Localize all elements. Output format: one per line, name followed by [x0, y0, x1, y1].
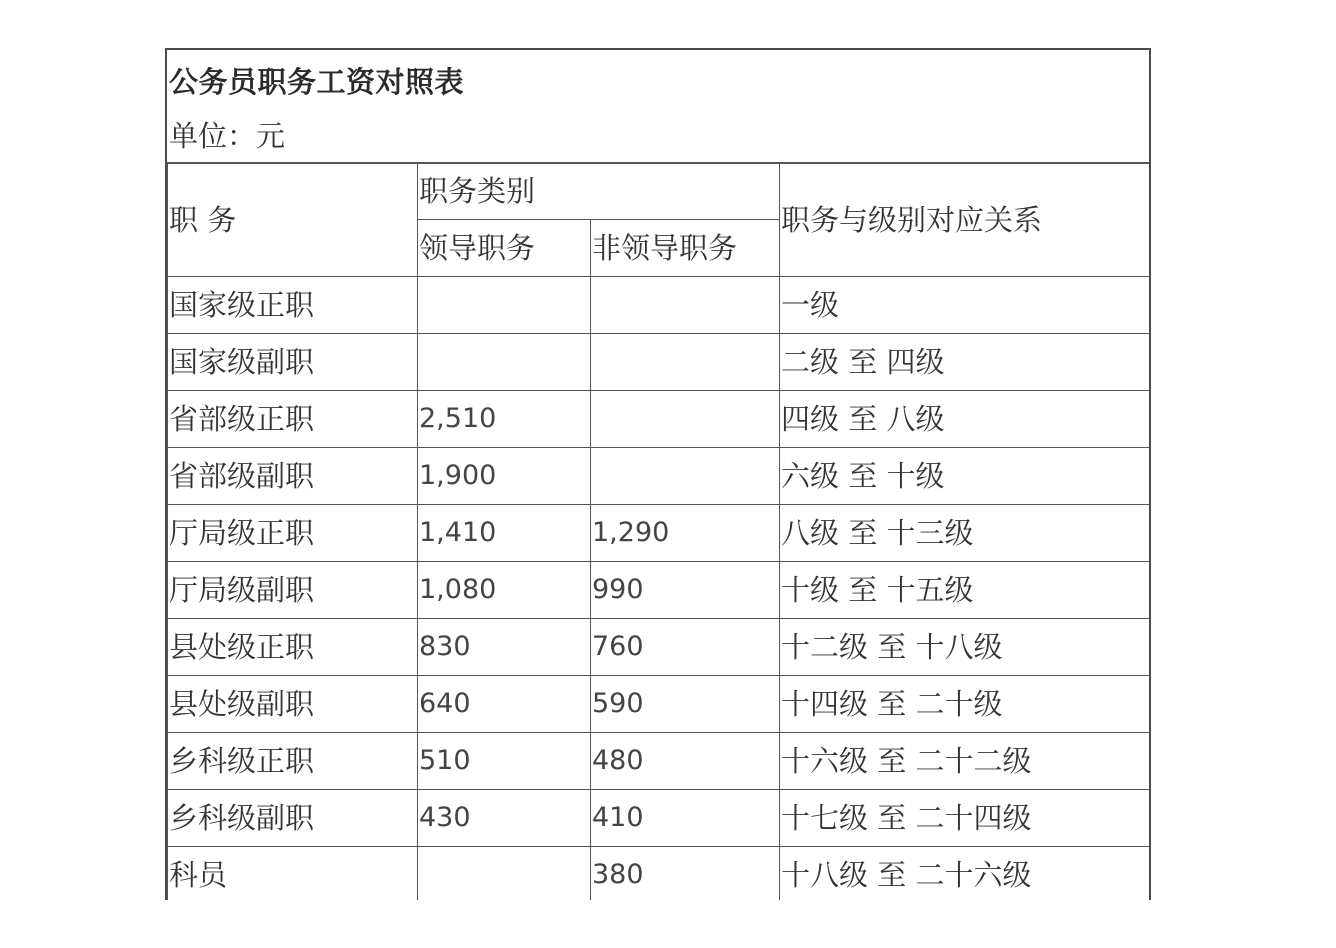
- table-row: [168, 277, 1152, 334]
- cell-non-leader: 990: [591, 562, 780, 619]
- cell-non-leader: [591, 448, 780, 505]
- document-title: 公务员职务工资对照表: [169, 65, 465, 99]
- table-row: [168, 448, 1152, 505]
- header-position: 职 务: [168, 164, 418, 277]
- table-row: [168, 676, 1152, 733]
- header-non-leader: 非领导职务: [591, 220, 780, 277]
- cell-non-leader: [591, 277, 780, 334]
- cell-relation: 二级 至 四级: [780, 334, 1151, 391]
- cell-non-leader: [591, 334, 780, 391]
- cell-leader: [418, 334, 591, 391]
- cell-relation: 十二级 至 十八级: [780, 619, 1151, 676]
- cell-non-leader: 480: [591, 733, 780, 790]
- cell-relation: 十级 至 十五级: [780, 562, 1151, 619]
- cell-position: 厅局级副职: [168, 562, 418, 619]
- table-row: [168, 790, 1152, 847]
- cell-position: 县处级副职: [168, 676, 418, 733]
- cell-non-leader: 410: [591, 790, 780, 847]
- cell-leader: 830: [418, 619, 591, 676]
- cell-leader: 1,900: [418, 448, 591, 505]
- cell-leader: [418, 847, 591, 901]
- cell-leader: 640: [418, 676, 591, 733]
- cell-non-leader: 760: [591, 619, 780, 676]
- salary-table-sheet: [165, 48, 1151, 900]
- cell-relation: 十六级 至 二十二级: [780, 733, 1151, 790]
- cell-leader: 2,510: [418, 391, 591, 448]
- table-row: [168, 733, 1152, 790]
- cell-position: 县处级正职: [168, 619, 418, 676]
- table-row: [168, 847, 1152, 901]
- cell-leader: 1,410: [418, 505, 591, 562]
- cell-relation: 八级 至 十三级: [780, 505, 1151, 562]
- table-row: [168, 505, 1152, 562]
- header-row-1: [168, 164, 1152, 220]
- title-block: [167, 50, 1149, 163]
- cell-leader: [418, 277, 591, 334]
- header-relation: 职务与级别对应关系: [780, 164, 1151, 277]
- cell-relation: 十七级 至 二十四级: [780, 790, 1151, 847]
- salary-table: [167, 163, 1151, 900]
- cell-relation: 六级 至 十级: [780, 448, 1151, 505]
- cell-position: 厅局级正职: [168, 505, 418, 562]
- cell-relation: 四级 至 八级: [780, 391, 1151, 448]
- cell-non-leader: 590: [591, 676, 780, 733]
- cell-position: 乡科级副职: [168, 790, 418, 847]
- cell-non-leader: 380: [591, 847, 780, 901]
- table-row: [168, 562, 1152, 619]
- header-category: 职务类别: [418, 164, 780, 220]
- cell-relation: 十四级 至 二十级: [780, 676, 1151, 733]
- cell-position: 省部级副职: [168, 448, 418, 505]
- cell-position: 科员: [168, 847, 418, 901]
- table-row: [168, 619, 1152, 676]
- cell-non-leader: [591, 391, 780, 448]
- cell-position: 乡科级正职: [168, 733, 418, 790]
- table-row: [168, 391, 1152, 448]
- cell-non-leader: 1,290: [591, 505, 780, 562]
- cell-leader: 1,080: [418, 562, 591, 619]
- unit-label: 单位：元: [169, 119, 286, 153]
- cell-leader: 510: [418, 733, 591, 790]
- cell-position: 国家级副职: [168, 334, 418, 391]
- cell-position: 国家级正职: [168, 277, 418, 334]
- header-leader: 领导职务: [418, 220, 591, 277]
- table-row: [168, 334, 1152, 391]
- cell-relation: 十八级 至 二十六级: [780, 847, 1151, 901]
- cell-position: 省部级正职: [168, 391, 418, 448]
- cell-leader: 430: [418, 790, 591, 847]
- cell-relation: 一级: [780, 277, 1151, 334]
